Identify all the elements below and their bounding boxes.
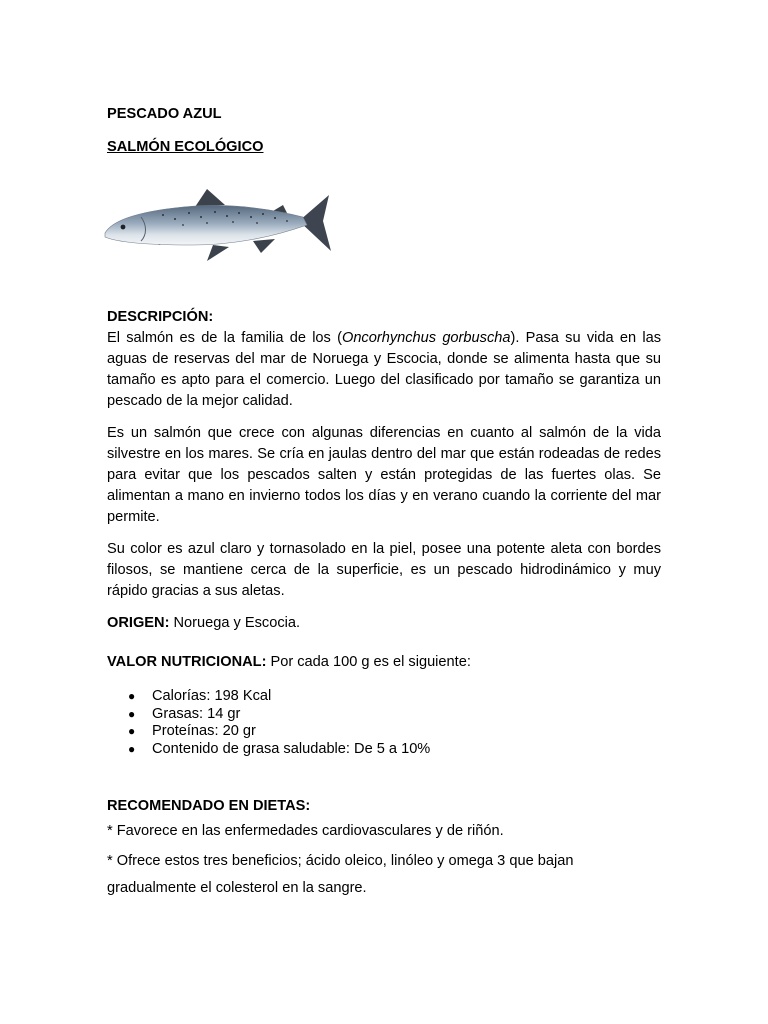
list-item [107, 706, 661, 724]
bullet-icon: ● [128, 724, 136, 739]
document-subtitle: SALMÓN ECOLÓGICO [107, 139, 264, 155]
description-paragraph-1 [107, 328, 661, 412]
recommended-heading: RECOMENDADO EN DIETAS: [107, 798, 311, 814]
text-span: El salmón es de la familia de los ( [107, 330, 342, 346]
text-span: ). Pasa su vida en las aguas de reservas del mar de Noruega y Escocia, donde se alimenta hasta que su tamaño es apto para el comercio. Luego del clasificado por tamaño se garantiza un pescado de la mejor calidad. [107, 330, 661, 409]
origin-value: Noruega y Escocia. [169, 615, 301, 631]
description-heading: DESCRIPCIÓN: [107, 309, 214, 325]
list-item-text: Proteínas: 20 gr [152, 723, 256, 740]
bullet-icon: ● [128, 706, 136, 721]
origin-label: ORIGEN: [107, 615, 170, 631]
list-item [107, 723, 661, 741]
nutrition-label: VALOR NUTRICIONAL: [107, 654, 267, 670]
list-item [107, 741, 661, 759]
list-item [107, 688, 661, 706]
species-name: Oncorhynchus gorbuscha [341, 330, 511, 346]
list-item-text: Grasas: 14 gr [152, 705, 241, 722]
recommended-line-1: * Favorece en las enfermedades cardiovasculares y de riñón. [107, 823, 504, 839]
list-item-text: Contenido de grasa saludable: De 5 a 10% [152, 740, 431, 757]
salmon-fish-icon [103, 185, 335, 265]
bullet-icon: ● [128, 741, 136, 756]
recommended-line-2: * Ofrece estos tres beneficios; ácido oleico, linóleo y omega 3 que bajan gradualmente el colesterol en la sangre. [107, 853, 574, 896]
document-title: PESCADO AZUL [107, 106, 222, 122]
description-paragraph-2: Es un salmón que crece con algunas diferencias en cuanto al salmón de la vida silvestre en los mares. Se cría en jaulas dentro del mar que están rodeadas de redes para evitar que los pescados salten y están protegidas de las fuertes olas. Se alimentan a mano en invierno todos los días y en verano cuando la corriente del mar permite. [107, 425, 661, 525]
nutrition-list [107, 688, 661, 758]
list-item-text: Calorías: 198 Kcal [152, 688, 272, 704]
nutrition-line [107, 652, 661, 673]
nutrition-value: Por cada 100 g es el siguiente: [266, 654, 471, 670]
description-paragraph-3: Su color es azul claro y tornasolado en la piel, posee una potente aleta con bordes filosos, se mantiene cerca de la superficie, es un pescado hidrodinámico y muy rápido gracias a sus aletas. [107, 541, 661, 599]
bullet-icon: ● [128, 689, 136, 703]
origin-line [107, 613, 661, 634]
